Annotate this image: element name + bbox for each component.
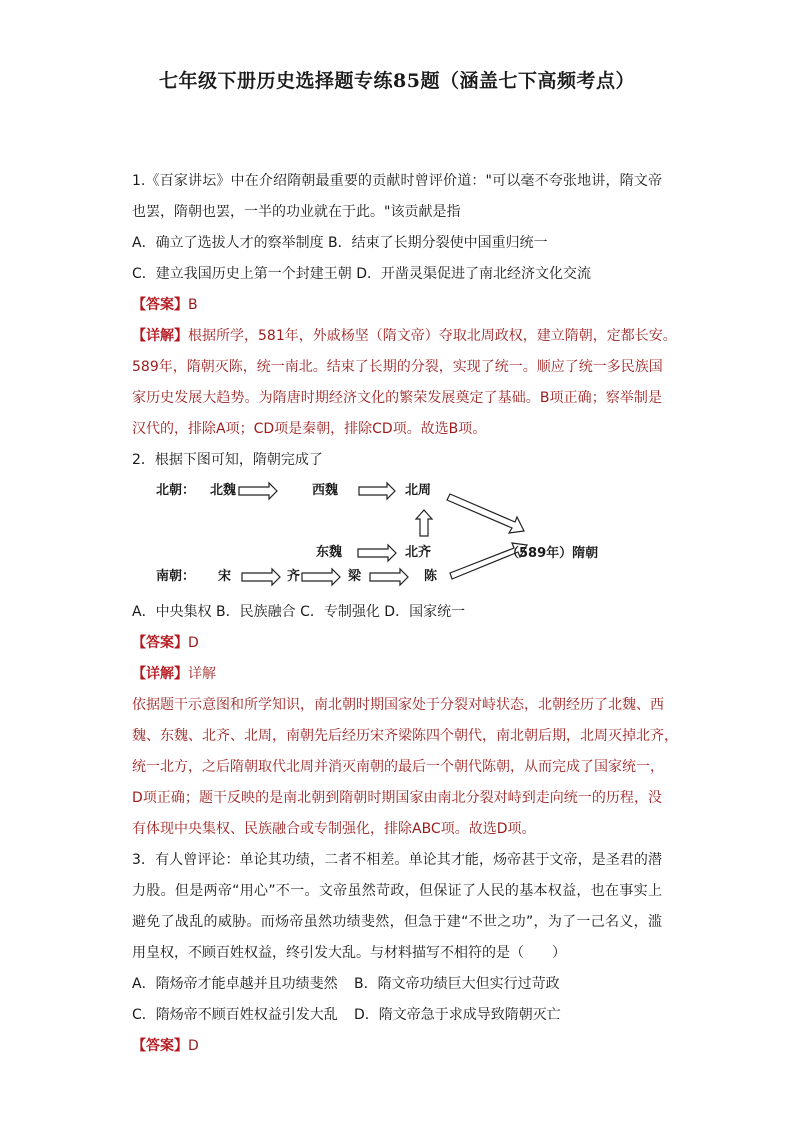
q3-stem-line-1: 3．有人曾评论：单论其功绩，二者不相差。单论其才能，炀帝甚于文帝，是圣君的潜 — [132, 852, 662, 868]
answer-value: B — [188, 297, 198, 313]
q3-stem-line-4: 用皇权，不顾百姓权益，终引发大乱。与材料描写不相符的是（ ） — [132, 945, 566, 961]
q3-options-line-2 — [132, 1000, 662, 1031]
arrow-beiqi-beizhou — [416, 510, 432, 536]
option-b: B．隋文帝功绩巨大但实行过苛政 — [354, 976, 560, 992]
detail-text: 根据所学，581年，外戚杨坚（隋文帝）夺取北周政权，建立隋朝，定都长安。 — [188, 328, 677, 344]
option-a: A．隋炀帝才能卓越并且功绩斐然 — [132, 976, 338, 992]
q2-detail-header — [132, 659, 662, 690]
label-beiqi: 北齐 — [405, 545, 432, 560]
q1-detail-line-3: 家历史发展大趋势。为隋唐时期经济文化的繁荣发展奠定了基础。B项正确；察举制是 — [132, 390, 662, 406]
q1-detail-line-1 — [132, 321, 677, 352]
q1-detail-line-4: 汉代的，排除A项；CD项是秦朝，排除CD项。故选B项。 — [132, 421, 487, 437]
q2-detail-line-3: 统一北方，之后隋朝取代北周并消灭南朝的最后一个朝代陈朝，从而完成了国家统一， — [132, 759, 664, 775]
option-c: C．隋炀帝不顾百姓权益引发大乱 — [132, 1007, 338, 1023]
q1-answer — [132, 290, 662, 321]
detail-tag: 【详解】 — [132, 666, 188, 682]
arrow-song-qi — [242, 569, 280, 585]
arrow-dongwei-beiqi — [358, 545, 396, 561]
q1-detail-line-2: 589年，隋朝灭陈，统一南北。结束了长期的分裂，实现了统一。顺应了统一多民族国 — [132, 359, 663, 375]
north-dynasty-label: 北朝： — [156, 483, 196, 498]
label-dongwei: 东魏 — [316, 545, 343, 560]
arrow-qi-liang — [302, 569, 340, 585]
question-list — [132, 166, 678, 1062]
label-qi: 齐 — [287, 569, 301, 584]
label-xiwei: 西魏 — [312, 483, 339, 498]
page-title: 七年级下册历史选择题专练85题（涵盖七下高频考点） — [159, 70, 635, 92]
detail-tag: 【详解】 — [132, 328, 188, 344]
q2-stem: 2．根据下图可知，隋朝完成了 — [132, 452, 323, 468]
answer-tag: 【答案】 — [132, 635, 188, 651]
label-liang: 梁 — [348, 569, 362, 584]
q1-stem-line-2: 也罢，隋朝也罢，一半的功业就在于此。"该贡献是指 — [132, 204, 461, 220]
label-beiwei: 北魏 — [210, 483, 237, 498]
q3-stem-line-2: 力股。但是两帝“用心”不一。文帝虽然苛政，但保证了人民的基本权益，也在事实上 — [132, 883, 662, 899]
q3-options-line-1 — [132, 969, 662, 1000]
label-chen: 陈 — [424, 569, 438, 584]
answer-tag: 【答案】 — [132, 1038, 188, 1054]
label-song: 宋 — [218, 569, 232, 584]
q1-stem-line-1: 1.《百家讲坛》中在介绍隋朝最重要的贡献时曾评价道："可以毫不夸张地讲，隋文帝 — [132, 173, 662, 189]
detail-head: 详解 — [188, 666, 216, 682]
question-2 — [132, 445, 678, 845]
q2-detail-line-2: 魏、东魏、北齐、北周，南朝先后经历宋齐梁陈四个朝代，南北朝后期，北周灭掉北齐， — [132, 728, 678, 744]
q3-stem-line-3: 避免了战乱的威胁。而炀帝虽然功绩斐然，但急于建“不世之功”，为了一己名义，滥 — [132, 914, 662, 930]
label-beizhou: 北周 — [405, 483, 432, 498]
q2-answer — [132, 628, 662, 659]
question-3 — [132, 845, 662, 1062]
q1-options-line-1: A．确立了选拔人才的察举制度 B．结束了长期分裂使中国重归统一 — [132, 235, 548, 251]
answer-tag: 【答案】 — [132, 297, 188, 313]
south-dynasty-label: 南朝： — [156, 569, 196, 584]
q2-detail-line-5: 有体现中央集权、民族融合或专制强化，排除ABC项。故选D项。 — [132, 821, 536, 837]
q2-detail-line-1: 依据题干示意图和所学知识，南北朝时期国家处于分裂对峙状态，北朝经历了北魏、西 — [132, 697, 664, 713]
arrow-beiwei-xiwei — [239, 483, 277, 499]
q2-options: A．中央集权 B．民族融合 C．专制强化 D．国家统一 — [132, 604, 466, 620]
arrow-beizhou-sui — [447, 494, 524, 533]
label-sui-dynasty: （589年）隋朝 — [506, 546, 599, 561]
answer-value: D — [188, 1038, 199, 1054]
q3-answer — [132, 1031, 662, 1062]
arrow-xiwei-beizhou — [359, 483, 395, 499]
arrow-liang-chen — [370, 569, 408, 585]
dynasty-diagram — [132, 478, 662, 593]
option-d: D．隋文帝急于求成导致隋朝灭亡 — [354, 1007, 561, 1023]
answer-value: D — [188, 635, 199, 651]
question-1 — [132, 166, 677, 445]
q2-detail-line-4: D项正确；题干反映的是南北朝到隋朝时期国家由南北分裂对峙到走向统一的历程，没 — [132, 790, 662, 806]
q1-options-line-2: C．建立我国历史上第一个封建王朝 D．开凿灵渠促进了南北经济文化交流 — [132, 266, 592, 282]
